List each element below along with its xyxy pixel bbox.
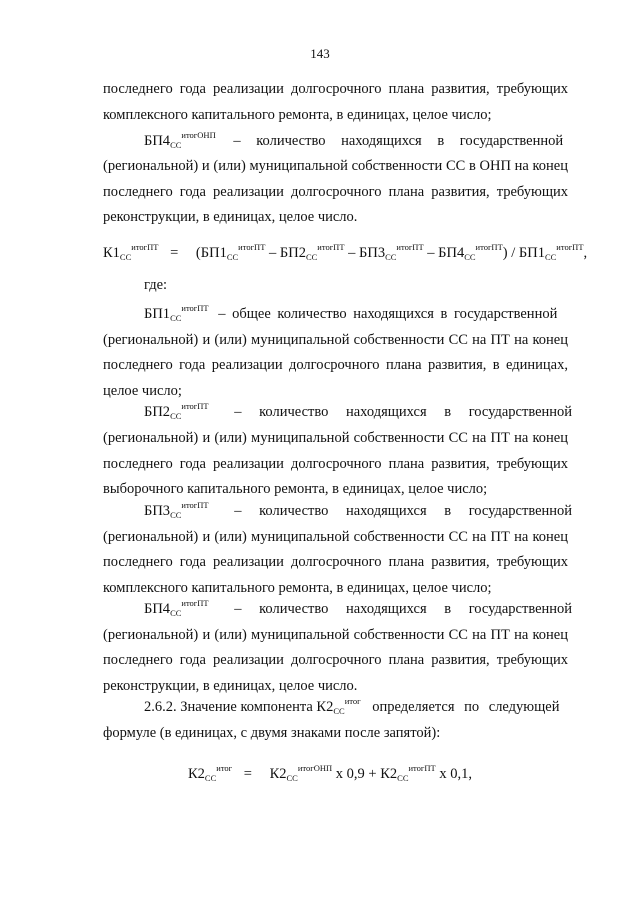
page-number: 143 (310, 46, 330, 61)
term-bp4: БП4 (144, 133, 171, 149)
formula-k1: $К1_{СС}^{итогПТ} = (БП1_{СС}^{итогПТ} - БП2_{СС}^{итогПТ} - БП3_{СС}^{итогПТ} - БП4_{СС}^{итогПТ}) / БП1_{СС}^{итогПТ}$, (103, 242, 588, 262)
text-line: реконструкции, в единицах, целое число. (103, 678, 358, 694)
section-2-6-2: 2.6.2. Значение компонента $К2_{СС}^{итог}$ определяется по следующей (144, 696, 560, 716)
text-line: комплексного капитального ремонта, в единицах, целое число; (103, 107, 492, 123)
where-label: где: (144, 277, 168, 293)
definition-bp2-pt: $БП2_{СС}^{итогПТ}$ – количество находящихся в государственной (144, 401, 573, 421)
text-line: выборочного капитального ремонта, в единицах, целое число; (103, 481, 488, 497)
definition-bp4-onp: $БП4_{СС}^{итогОНП}$ – количество находящихся в государственной (144, 130, 564, 150)
text-line: (региональной) и (или) муниципальной собственности СС на ПТ на конец (103, 529, 568, 545)
text-line: (региональной) и (или) муниципальной собственности СС на ПТ на конец (103, 430, 568, 446)
text-line: формуле (в единицах, с двумя знаками после запятой): (103, 725, 441, 741)
text-line: последнего года реализации долгосрочного плана развития, требующих (103, 652, 568, 668)
text-line: (региональной) и (или) муниципальной собственности СС на ПТ на конец (103, 627, 568, 643)
text-line: реконструкции, в единицах, целое число. (103, 209, 358, 225)
text-line: последнего года реализации долгосрочного плана развития, требующих (103, 456, 568, 472)
term-bp1: БП1 (144, 306, 171, 322)
term-bp4: БП4 (144, 601, 171, 617)
text-line: последнего года реализации долгосрочного плана развития, требующих (103, 554, 568, 570)
text-line: последнего года реализации долгосрочного плана развития, требующих (103, 81, 568, 97)
text-line: последнего года реализации долгосрочного плана развития, в единицах, (103, 357, 568, 373)
text-line: целое число; (103, 383, 182, 399)
definition-bp3-pt: $БП3_{СС}^{итогПТ}$ – количество находящихся в государственной (144, 500, 573, 520)
text-line: последнего года реализации долгосрочного плана развития, требующих (103, 184, 568, 200)
definition-bp1-pt: $БП1_{СС}^{итогПТ}$ – общее количество находящихся в государственной (144, 303, 558, 323)
definition-bp4-pt: $БП4_{СС}^{итогПТ}$ – количество находящихся в государственной (144, 598, 573, 618)
text-line: (региональной) и (или) муниципальной собственности СС на ПТ на конец (103, 332, 568, 348)
term-bp2: БП2 (144, 404, 171, 420)
text-line: комплексного капитального ремонта, в единицах, целое число; (103, 580, 492, 596)
formula-k2: $К2_{СС}^{итог} = К2_{СС}^{итогОНП}$ х $0,9 + К2_{СС}^{итогПТ}$ х 0,1, (188, 763, 472, 783)
term-bp3: БП3 (144, 503, 171, 519)
text-line: (региональной) и (или) муниципальной собственности СС в ОНП на конец (103, 158, 568, 174)
